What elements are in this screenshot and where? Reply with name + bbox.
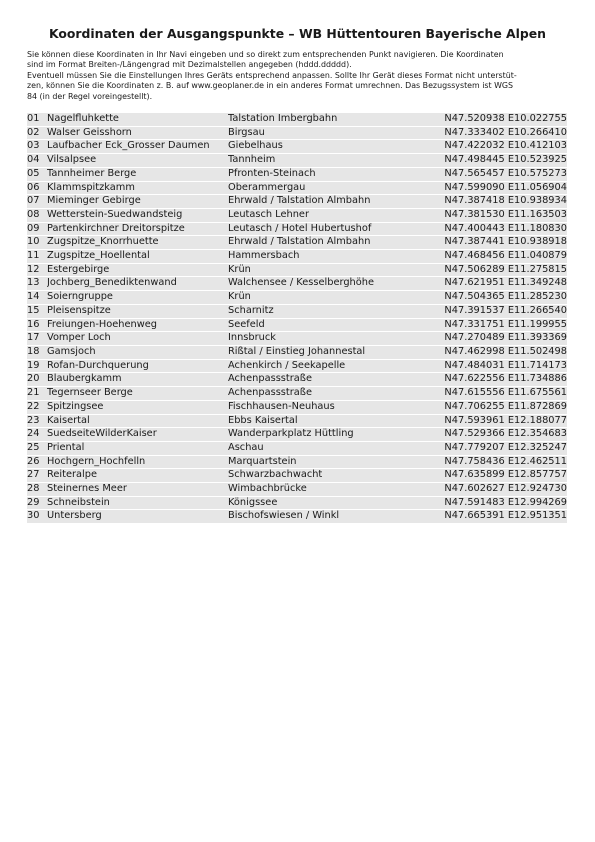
start-point: Oberammergau [228,182,438,195]
row-number: 25 [27,442,47,455]
route-name: Rofan-Durchquerung [47,360,228,373]
coordinates-value: N47.529366 E12.354683 [438,428,567,441]
start-point: Krün [228,264,438,277]
route-name: Jochberg_Benediktenwand [47,277,228,290]
coordinates-value: N47.331751 E11.199955 [438,319,567,332]
route-name: Partenkirchner Dreitorspitze [47,223,228,236]
route-name: Soierngruppe [47,291,228,304]
start-point: Königssee [228,497,438,510]
start-point: Talstation Imbergbahn [228,113,438,126]
coordinates-value: N47.468456 E11.040879 [438,250,567,263]
table-row [27,346,567,359]
intro-text [27,50,568,102]
start-point: Wanderparkplatz Hüttling [228,428,438,441]
start-point: Wimbachbrücke [228,483,438,496]
route-name: Wetterstein-Suedwandsteig [47,209,228,222]
route-name: Reiteralpe [47,469,228,482]
row-number: 29 [27,497,47,510]
start-point: Leutasch / Hotel Hubertushof [228,223,438,236]
row-number: 10 [27,236,47,249]
table-row [27,442,567,455]
row-number: 05 [27,168,47,181]
row-number: 30 [27,510,47,523]
coordinates-value: N47.565457 E10.575273 [438,168,567,181]
row-number: 12 [27,264,47,277]
start-point: Seefeld [228,319,438,332]
route-name: Spitzingsee [47,401,228,414]
table-row [27,319,567,332]
route-name: Gamsjoch [47,346,228,359]
route-name: Pleisenspitze [47,305,228,318]
intro-line: Eventuell müssen Sie die Einstellungen Ihres Geräts entsprechend anpassen. Sollte Ihr Gerät dieses Format nicht unterstüt- [27,70,517,80]
route-name: Vomper Loch [47,332,228,345]
table-row [27,223,567,236]
row-number: 19 [27,360,47,373]
start-point: Achenkirch / Seekapelle [228,360,438,373]
row-number: 15 [27,305,47,318]
start-point: Aschau [228,442,438,455]
coordinates-value: N47.593961 E12.188077 [438,415,567,428]
coordinates-value: N47.462998 E11.502498 [438,346,567,359]
table-row [27,264,567,277]
row-number: 17 [27,332,47,345]
row-number: 20 [27,373,47,386]
route-name: Steinernes Meer [47,483,228,496]
row-number: 06 [27,182,47,195]
start-point: Achenpassstraße [228,387,438,400]
intro-line: 84 (in der Regel voreingestellt). [27,91,153,101]
row-number: 24 [27,428,47,441]
row-number: 18 [27,346,47,359]
route-name: Zugspitze_Hoellental [47,250,228,263]
coordinates-value: N47.333402 E10.266410 [438,127,567,140]
coordinates-value: N47.506289 E11.275815 [438,264,567,277]
row-number: 11 [27,250,47,263]
coordinates-value: N47.422032 E10.412103 [438,140,567,153]
table-row [27,510,567,523]
table-row [27,401,567,414]
start-point: Marquartstein [228,456,438,469]
coordinates-value: N47.706255 E11.872869 [438,401,567,414]
start-point: Giebelhaus [228,140,438,153]
start-point: Ehrwald / Talstation Almbahn [228,195,438,208]
route-name: Kaisertal [47,415,228,428]
intro-line: sind im Format Breiten-/Längengrad mit Dezimalstellen angegeben (hddd.ddddd). [27,60,352,70]
coordinates-value: N47.591483 E12.994269 [438,497,567,510]
coordinates-table [27,112,567,524]
route-name: Hochgern_Hochfelln [47,456,228,469]
start-point: Pfronten-Steinach [228,168,438,181]
coordinates-value: N47.665391 E12.951351 [438,510,567,523]
table-row [27,483,567,496]
coordinates-value: N47.270489 E11.393369 [438,332,567,345]
row-number: 22 [27,401,47,414]
row-number: 14 [27,291,47,304]
table-row [27,154,567,167]
table-row [27,209,567,222]
route-name: Freiungen-Hoehenweg [47,319,228,332]
start-point: Leutasch Lehner [228,209,438,222]
start-point: Schwarzbachwacht [228,469,438,482]
route-name: Schneibstein [47,497,228,510]
coordinates-value: N47.599090 E11.056904 [438,182,567,195]
coordinates-value: N47.520938 E10.022755 [438,113,567,126]
table-row [27,469,567,482]
row-number: 04 [27,154,47,167]
table-row [27,140,567,153]
table-row [27,456,567,469]
route-name: Estergebirge [47,264,228,277]
table-row [27,113,567,126]
start-point: Birgsau [228,127,438,140]
document-page [27,26,568,524]
table-row [27,387,567,400]
start-point: Ehrwald / Talstation Almbahn [228,236,438,249]
table-row [27,415,567,428]
coordinates-value: N47.498445 E10.523925 [438,154,567,167]
coordinates-value: N47.484031 E11.714173 [438,360,567,373]
table-row [27,305,567,318]
route-name: Tegernseer Berge [47,387,228,400]
coordinates-value: N47.779207 E12.325247 [438,442,567,455]
route-name: Vilsalpsee [47,154,228,167]
row-number: 23 [27,415,47,428]
route-name: Blaubergkamm [47,373,228,386]
start-point: Ebbs Kaisertal [228,415,438,428]
start-point: Scharnitz [228,305,438,318]
table-row [27,360,567,373]
coordinates-value: N47.758436 E12.462511 [438,456,567,469]
start-point: Walchensee / Kesselberghöhe [228,277,438,290]
coordinates-value: N47.635899 E12.857757 [438,469,567,482]
table-row [27,428,567,441]
route-name: Untersberg [47,510,228,523]
coordinates-value: N47.387418 E10.938934 [438,195,567,208]
coordinates-value: N47.622556 E11.734886 [438,373,567,386]
route-name: Laufbacher Eck_Grosser Daumen [47,140,228,153]
start-point: Krün [228,291,438,304]
start-point: Achenpassstraße [228,373,438,386]
table-row [27,236,567,249]
table-row [27,332,567,345]
coordinates-value: N47.615556 E11.675561 [438,387,567,400]
table-row [27,250,567,263]
table-row [27,497,567,510]
route-name: Walser Geisshorn [47,127,228,140]
coordinates-value: N47.602627 E12.924730 [438,483,567,496]
route-name: Priental [47,442,228,455]
coordinates-value: N47.381530 E11.163503 [438,209,567,222]
route-name: Tannheimer Berge [47,168,228,181]
row-number: 07 [27,195,47,208]
table-row [27,277,567,290]
row-number: 28 [27,483,47,496]
row-number: 02 [27,127,47,140]
table-row [27,373,567,386]
route-name: Mieminger Gebirge [47,195,228,208]
table-row [27,127,567,140]
table-row [27,291,567,304]
start-point: Hammersbach [228,250,438,263]
intro-line: Sie können diese Koordinaten in Ihr Navi eingeben und so direkt zum entsprechenden Punkt navigieren. Die Koordinaten [27,50,504,59]
start-point: Bischofswiesen / Winkl [228,510,438,523]
table-row [27,182,567,195]
row-number: 13 [27,277,47,290]
start-point: Fischhausen-Neuhaus [228,401,438,414]
coordinates-table-body [27,113,567,523]
row-number: 01 [27,113,47,126]
start-point: Tannheim [228,154,438,167]
row-number: 27 [27,469,47,482]
row-number: 08 [27,209,47,222]
coordinates-value: N47.391537 E11.266540 [438,305,567,318]
row-number: 03 [27,140,47,153]
coordinates-value: N47.400443 E11.180830 [438,223,567,236]
intro-line: zen, können Sie die Koordinaten z. B. auf www.geoplaner.de in ein anderes Format umrechnen. Das Bezugssystem ist WGS [27,81,514,91]
route-name: SuedseiteWilderKaiser [47,428,228,441]
coordinates-value: N47.621951 E11.349248 [438,277,567,290]
row-number: 26 [27,456,47,469]
route-name: Zugspitze_Knorrhuette [47,236,228,249]
page-title: Koordinaten der Ausgangspunkte – WB Hüttentouren Bayerische Alpen [48,26,546,41]
route-name: Klammspitzkamm [47,182,228,195]
coordinates-value: N47.387441 E10.938918 [438,236,567,249]
row-number: 21 [27,387,47,400]
start-point: Innsbruck [228,332,438,345]
table-row [27,195,567,208]
table-row [27,168,567,181]
row-number: 09 [27,223,47,236]
row-number: 16 [27,319,47,332]
route-name: Nagelfluhkette [47,113,228,126]
start-point: Rißtal / Einstieg Johannestal [228,346,438,359]
coordinates-value: N47.504365 E11.285230 [438,291,567,304]
